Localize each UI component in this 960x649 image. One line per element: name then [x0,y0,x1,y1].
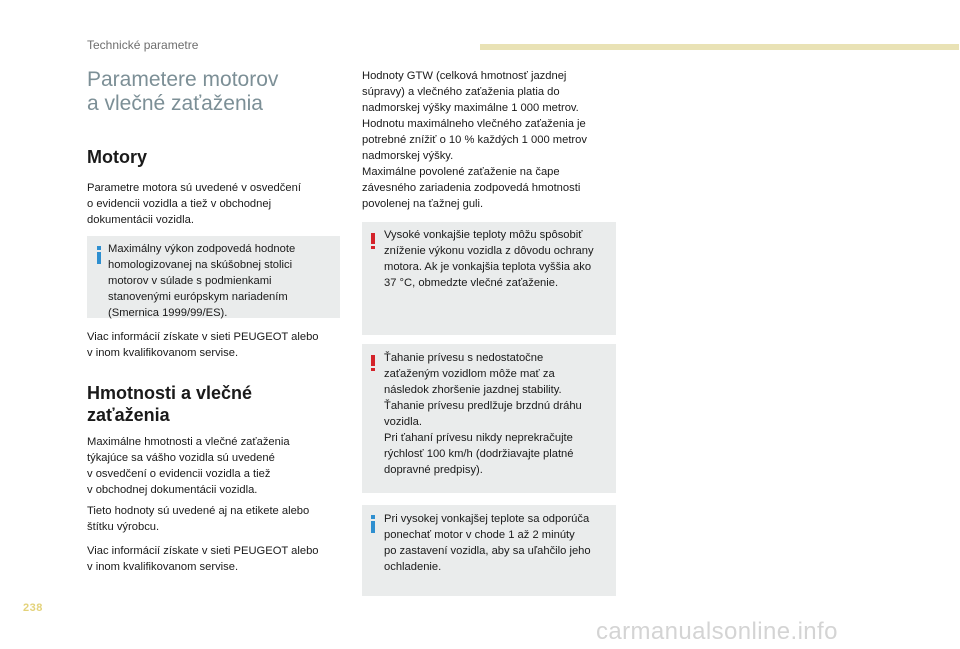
info-box-text [108,241,336,321]
header-bar [480,44,959,50]
text-line: Ťahanie prívesu predlžuje brzdnú dráhu [384,400,582,412]
warning-icon [370,233,376,249]
text-line: po zastavení vozidla, aby sa uľahčilo jeho [384,545,591,557]
text-line: závesného zariadenia zodpovedá hmotnosti [362,182,581,194]
page-heading-line: a vlečné zaťaženia [87,92,263,115]
text-line: motorov v súlade s podmienkami [108,275,272,287]
header-title: Technické parametre [87,38,199,52]
text-line: rýchlosť 100 km/h (dodržiavajte platné [384,448,574,460]
info-box-cooling [362,505,616,596]
section-title-line: Hmotnosti a vlečné [87,383,253,403]
page-heading [87,68,347,116]
text-line: v inom kvalifikovanom servise. [87,347,239,359]
text-line: Maximálny výkon zodpovedá hodnote [108,243,296,255]
text-line: povolenej na ťažnej guli. [362,198,484,210]
text-line: štítku výrobcu. [87,521,160,533]
warning-box-trailer [362,344,616,493]
hmotnosti-paragraph-1 [87,434,347,498]
text-line: (Smernica 1999/99/ES). [108,307,228,319]
text-line: Maximálne povolené zaťaženie na čape [362,166,560,178]
info-box-text [384,511,614,575]
text-line: v inom kvalifikovanom servise. [87,561,239,573]
text-line: súpravy) a vlečného zaťaženia platia do [362,86,560,98]
text-line: v obchodnej dokumentácii vozidla. [87,484,258,496]
text-line: stanovenými európskym nariadením [108,291,288,303]
motory-paragraph-1 [87,180,347,228]
info-box-motory [87,236,340,318]
warning-icon [370,355,376,371]
text-line: 37 °C, obmedzte vlečné zaťaženie. [384,277,559,289]
text-line: homologizovanej na skúšobnej stolici [108,259,293,271]
text-line: následok zhoršenie jazdnej stability. [384,384,562,396]
text-line: potrebné znížiť o 10 % každých 1 000 metrov [362,134,587,146]
hmotnosti-paragraph-3 [87,543,347,575]
text-line: Vysoké vonkajšie teploty môžu spôsobiť [384,229,583,241]
text-line: vozidla. [384,416,422,428]
motory-paragraph-2 [87,329,347,361]
text-line: Ťahanie prívesu s nedostatočne [384,352,544,364]
warning-box-text [384,227,614,291]
text-line: týkajúce sa vášho vozidla sú uvedené [87,452,275,464]
section-title-hmotnosti [87,382,252,426]
info-icon [96,246,104,264]
text-line: Maximálne hmotnosti a vlečné zaťaženia [87,436,290,448]
text-line: motora. Ak je vonkajšia teplota vyššia ako [384,261,592,273]
gtw-paragraph [362,68,614,212]
section-title-motory: Motory [87,147,147,167]
text-line: Parametre motora sú uvedené v osvedčení [87,182,301,194]
text-line: o evidencii vozidla a tiež v obchodnej [87,198,272,210]
hmotnosti-paragraph-2 [87,503,347,535]
page-number: 238 [23,602,43,614]
warning-box-text [384,350,614,478]
text-line: Viac informácií získate v sieti PEUGEOT alebo [87,331,319,343]
text-line: dopravné predpisy). [384,464,483,476]
text-line: Pri vysokej vonkajšej teplote sa odporúča [384,513,590,525]
text-line: Viac informácií získate v sieti PEUGEOT alebo [87,545,319,557]
warning-box-temperature [362,222,616,335]
text-line: dokumentácii vozidla. [87,214,194,226]
watermark: carmanualsonline.info [596,618,838,645]
text-line: Tieto hodnoty sú uvedené aj na etikete alebo [87,505,310,517]
text-line: Hodnoty GTW (celková hmotnosť jazdnej [362,70,567,82]
text-line: ponechať motor v chode 1 až 2 minúty [384,529,575,541]
info-icon [370,515,378,533]
text-line: zaťaženým vozidlom môže mať za [384,368,555,380]
text-line: nadmorskej výšky maximálne 1 000 metrov. [362,102,579,114]
section-title-line: zaťaženia [87,405,170,425]
text-line: Pri ťahaní prívesu nikdy neprekračujte [384,432,573,444]
text-line: ochladenie. [384,561,442,573]
text-line: zníženie výkonu vozidla z dôvodu ochrany [384,245,594,257]
text-line: nadmorskej výšky. [362,150,454,162]
text-line: v osvedčení o evidencii vozidla a tiež [87,468,271,480]
text-line: Hodnotu maximálneho vlečného zaťaženia je [362,118,586,130]
page-heading-line: Parametere motorov [87,68,279,91]
